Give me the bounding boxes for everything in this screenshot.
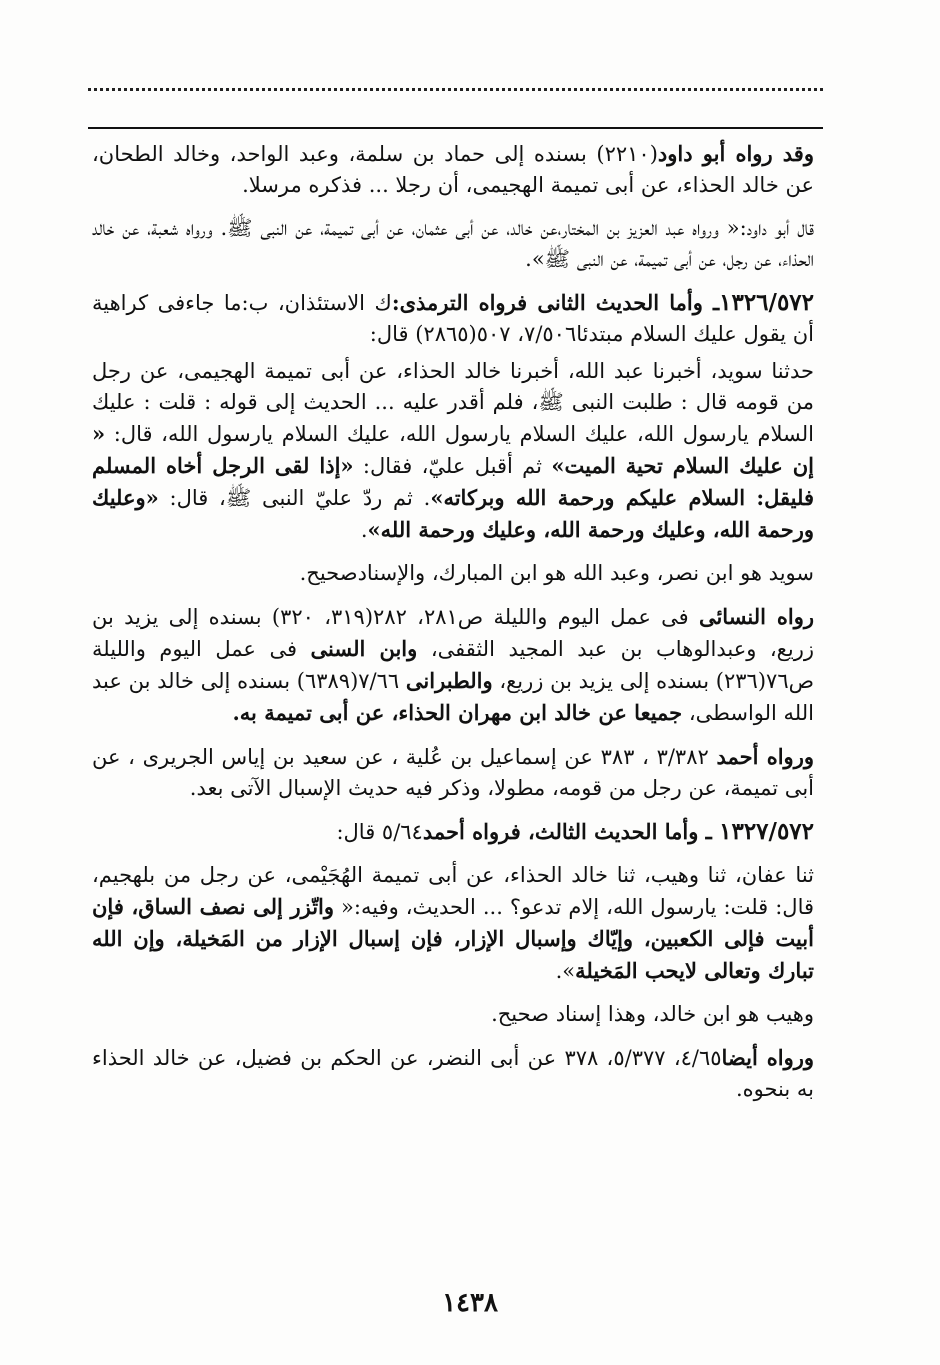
text-segment: (٢٢١٠) بسنده إلى حماد بن سلمة، وعبد الواحد، وخالد الطحان، عن خالد الحذاء، عن أبى تميمة الهجيمى، أن رجلا ... فذكره مرسلا. [92,142,814,197]
text-segment: ٧/٦٦(٦٣٨٩) بسنده إلى خالد بن عبد الله الواسطى، [92,669,814,725]
paragraph-hadith-1327 [92,816,814,848]
text-segment: . ثم ردّ عليّ النبى ﷺ، قال: [158,486,431,510]
paragraph-ahmad-1 [92,741,814,804]
bold-text-segment: جميعا عن خالد ابن مهران الحذاء، عن أبى تميمة به. [232,700,683,725]
bold-text-segment: رواه النسائى [698,604,815,629]
paragraph-tirmidhi-text [92,356,814,546]
paragraph-hadith-1326 [92,287,814,350]
bold-text-segment: ـ وأما الحديث الثانى فرواه الترمذى: [391,290,720,315]
bold-text-segment: ورواه أحمد [716,744,814,769]
text-segment: ك الاستئذان، ب:ما جاءفى كراهية أن يقول عليك السلام مبتدئا٧/٥٠٦، ٥٠٧(٢٨٦٥) قال: [92,291,814,346]
header-rule [88,127,823,129]
bold-text-segment: ـ وأما الحديث الثالث، فرواه أحمد [422,819,720,844]
paragraph-ahmad-text [92,860,814,987]
bold-text-segment: والطبرانى [405,668,493,693]
bold-text-segment: «إذا لقى الرجل أخاه المسلم فليقل: السلام عليكم ورحمة الله وبركاته» [92,453,815,510]
bold-text-segment: ١٣٢٧/٥٧٢ [719,818,814,845]
text-segment: سويد هو ابن نصر، وعبد الله هو ابن المبارك، والإسنادصحيح. [299,561,814,585]
bold-text-segment: وابن السنى [310,636,418,661]
text-segment: فى عمل اليوم والليلة ص٢٨١، ٢٨٢(٣١٩، ٣٢٠) بسنده إلى يزيد بن زريع، وعبدالوهاب بن عبد المجيد الثقفى، [92,605,814,661]
page-number: ١٤٣٨ [442,1288,498,1318]
top-dotted-line [88,88,823,91]
bold-text-segment: وقد رواه أبو داود [657,141,814,166]
text-segment: ٣/٣٨٢ ، ٣٨٣ عن إسماعيل بن عُلية ، عن سعيد بن إياس الجريرى ، عن أبى تميمة، عن رجل من قومه، مطولا، وذكر فيه حديث الإسبال الآتى بعد. [92,745,814,800]
paragraph-isnad-note-2 [92,999,814,1030]
page-body [92,138,814,1117]
bold-text-segment: واتّزر إلى نصف الساق، فإن أبيت فإلى الكعبين، وإيّاك وإسبال الإزار، فإن إسبال الإزار من المَخيلة، وإن الله تبارك وتعالى لايحب المَخيلة [92,894,814,983]
bold-text-segment: ورواه أيضا [721,1045,814,1070]
bold-text-segment: ١٣٢٦/٥٧٢ [719,289,814,316]
text-segment: ». [555,959,576,983]
paragraph-abu-dawud [92,138,814,201]
text-segment: ٤/٦٥، ٥/٣٧٧، ٣٧٨ عن أبى النضر، عن الحكم بن فضيل، عن خالد الحذاء به بنحوه. [92,1046,814,1101]
text-segment: قال أبو داود:« ورواه عبد العزيز بن المختار،عن خالد، عن أبى عثمان، عن أبى تميمة، عن النبى ﷺ. ورواه شعبة، عن خالد الحذاء، عن رجل، عن أبى تميمة، عن النبى ﷺ». [92,216,814,271]
text-segment: ثنا عفان، ثنا وهيب، ثنا خالد الحذاء، عن أبى تميمة الهُجَيْمى، عن رجل من بلهجيم، قال: قلت: يارسول الله، إلام تدعو؟ ... الحديث، وفيه:« [92,863,815,919]
paragraph-isnad-note-1 [92,558,814,589]
text-segment: وهيب هو ابن خالد، وهذا إسناد صحيح. [491,1002,814,1026]
text-segment: ٥/٦٤ قال: [336,820,423,844]
paragraph-abu-dawud-note [92,213,814,275]
bold-text-segment: « إن عليك السلام تحية الميت» [92,421,814,478]
paragraph-ahmad-2 [92,1042,814,1105]
text-segment: فى عمل اليوم والليلة ص٧٦(٢٣٦) بسنده إلى يزيد بن زريع، [92,637,814,693]
text-segment: . [360,518,368,542]
paragraph-nasai [92,601,814,729]
bold-text-segment: «وعليك ورحمة الله، وعليك ورحمة الله، وعليك ورحمة الله» [92,485,814,542]
text-segment: ثم أقبل عليّ، فقال: [353,454,552,478]
text-segment: حدثنا سويد، أخبرنا عبد الله، أخبرنا خالد الحذاء، عن أبى تميمة الهجيمى، عن رجل من قومه قال : طلبت النبى ﷺ، فلم أقدر عليه ... الحديث إلى قوله : قلت : عليك السلام يارسول الله، عليك السلام يارسول الله، عليك السلام يارسول الله، قال: [92,359,814,446]
